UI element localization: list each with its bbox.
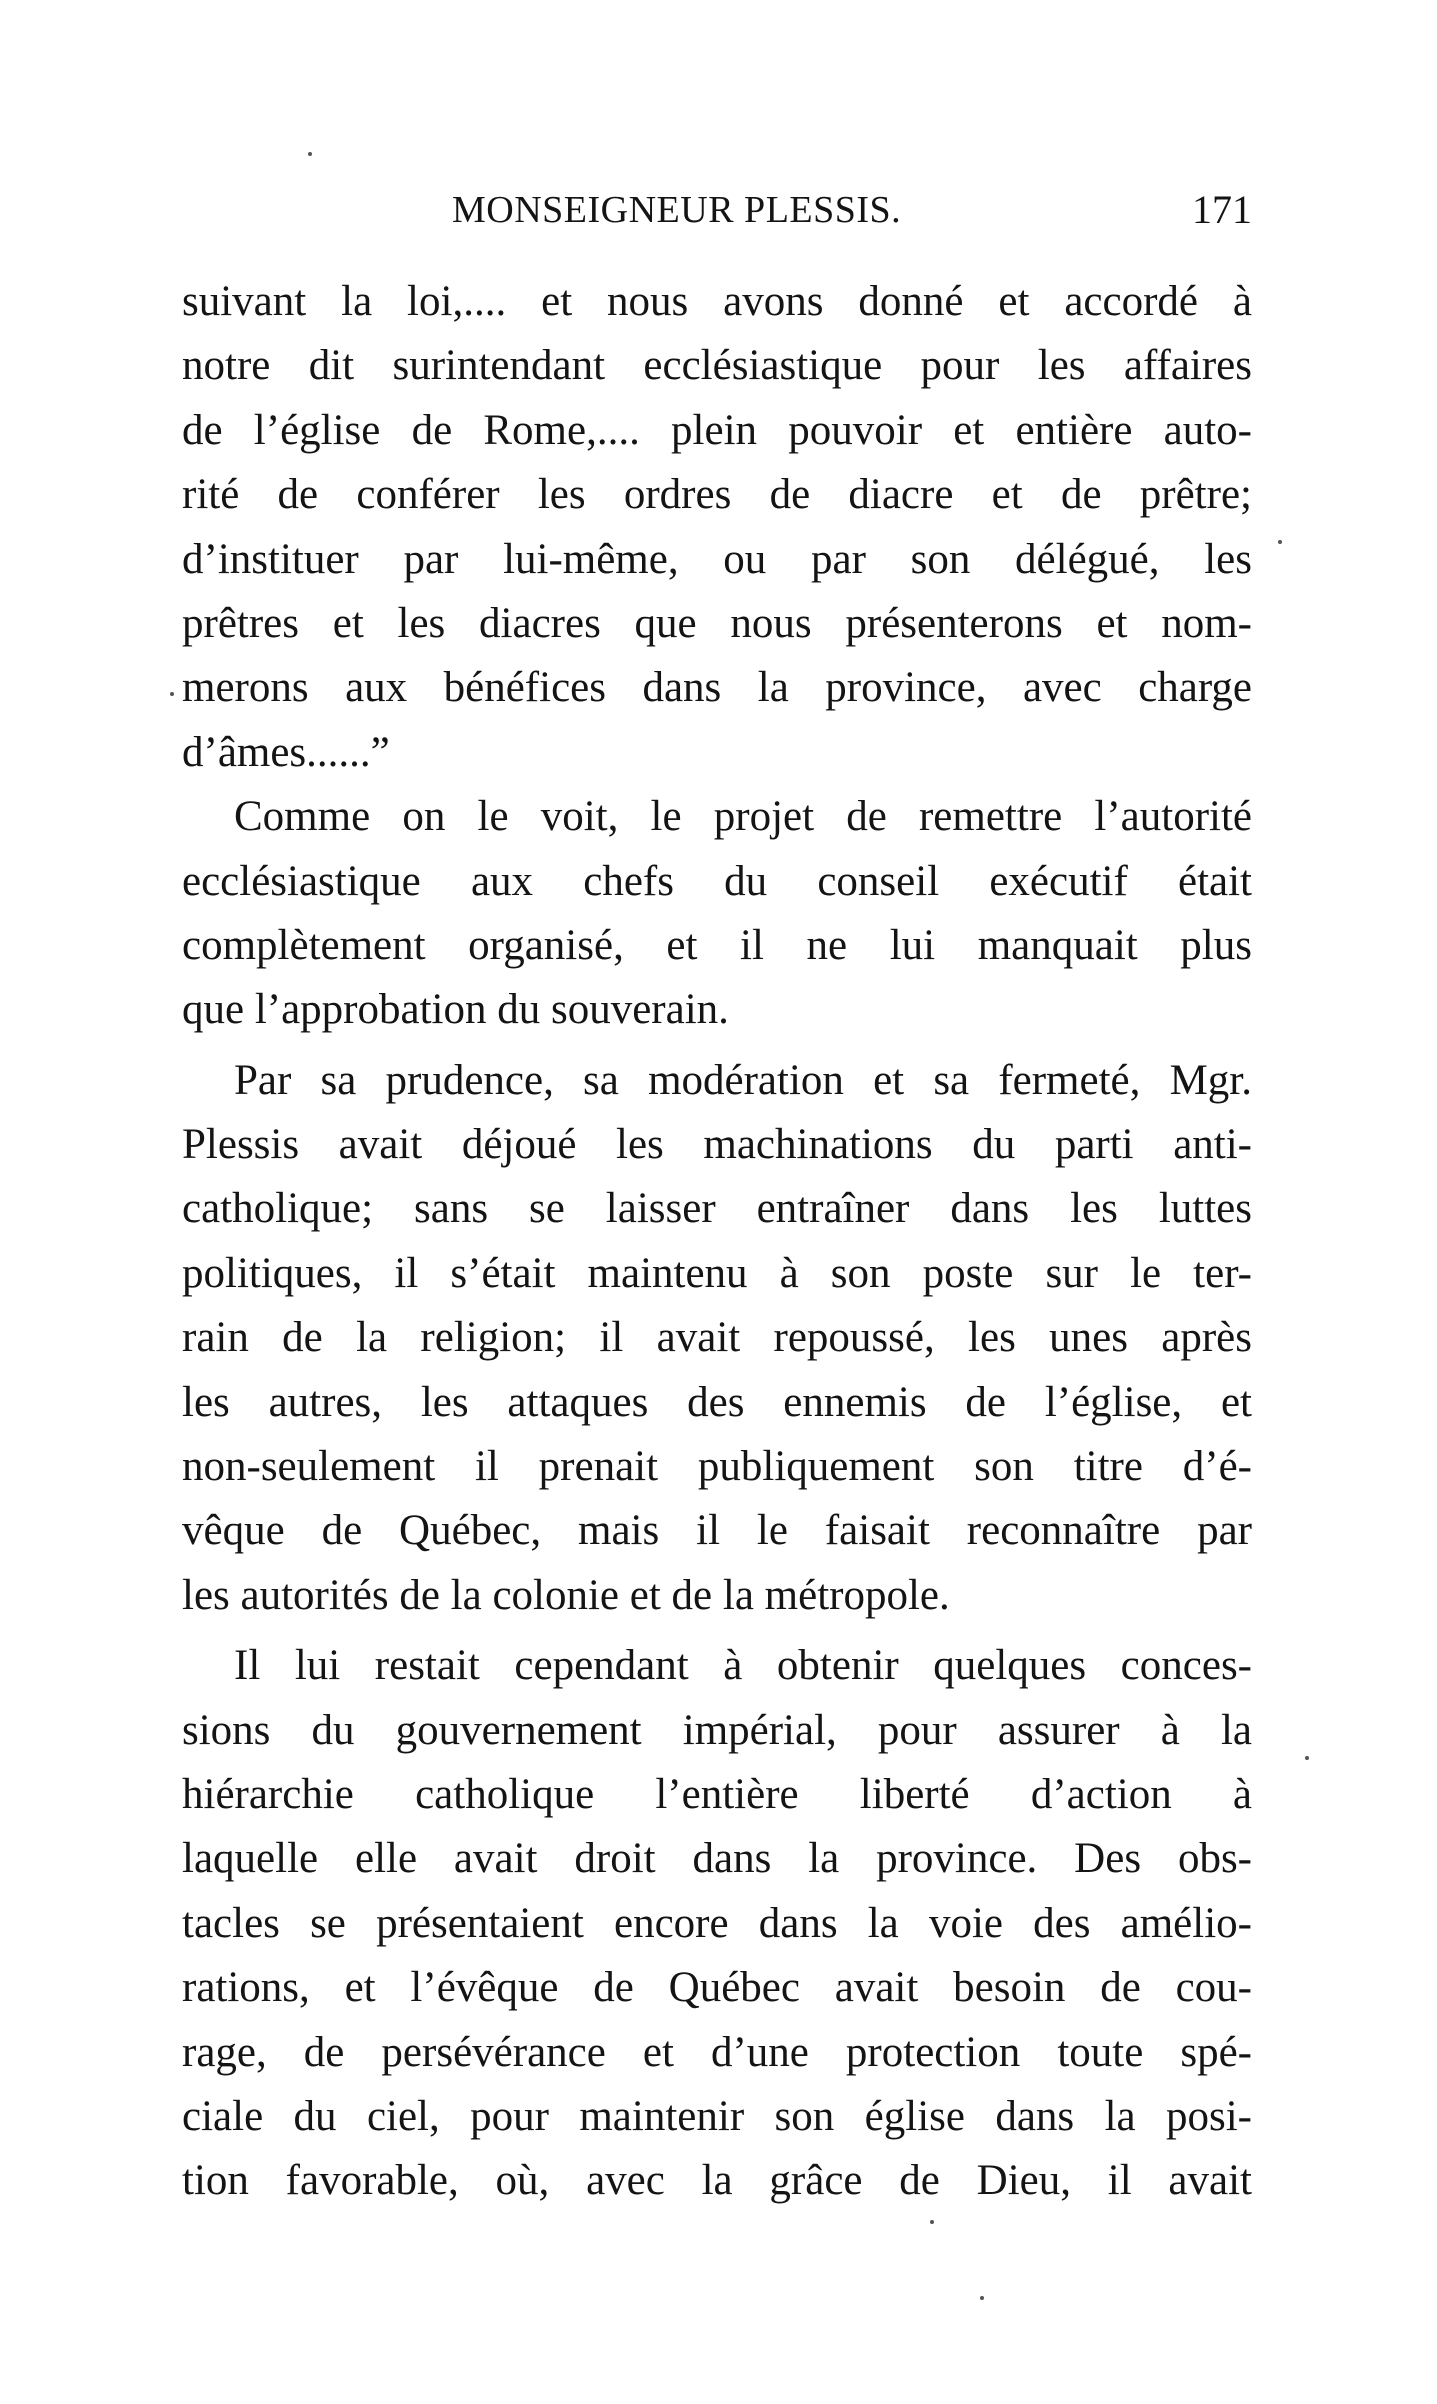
paragraph-concessions [182, 1634, 1252, 2214]
paragraph-quotation-end [182, 270, 1252, 785]
text-line: Plessis avait déjoué les machinations du parti anti- [182, 1121, 1252, 1169]
text-line: les autres, les attaques des ennemis de l’église, et [182, 1378, 1252, 1426]
scan-speck [308, 152, 312, 156]
text-line: tion favorable, où, avec la grâce de Dieu, il avait [182, 2157, 1252, 2205]
text-line: rage, de persévérance et d’une protection toute spé- [182, 2028, 1252, 2076]
body-text [182, 270, 1252, 2214]
running-title: MONSEIGNEUR PLESSIS. [452, 189, 902, 231]
paragraph-prudence [182, 1049, 1252, 1629]
text-line: que l’approbation du souverain. [182, 986, 729, 1034]
text-line: politiques, il s’était maintenu à son poste sur le ter- [182, 1249, 1252, 1297]
text-line: sions du gouvernement impérial, pour assurer à la [182, 1706, 1252, 1754]
text-line: ecclésiastique aux chefs du conseil exécutif était [182, 857, 1252, 905]
text-line: hiérarchie catholique l’entière liberté d’action à [182, 1770, 1252, 1818]
text-line: rations, et l’évêque de Québec avait besoin de cou- [182, 1964, 1252, 2012]
text-line: Par sa prudence, sa modération et sa fermeté, Mgr. [234, 1056, 1252, 1104]
text-line: vêque de Québec, mais il le faisait reconnaître par [182, 1507, 1252, 1555]
text-line: notre dit surintendant ecclésiastique pour les affaires [182, 342, 1252, 390]
text-line: suivant la loi,.... et nous avons donné et accordé à [182, 278, 1252, 325]
scan-speck [930, 2220, 934, 2224]
text-line: rain de la religion; il avait repoussé, les unes après [182, 1314, 1252, 1362]
text-line: Comme on le voit, le projet de remettre l’autorité [234, 793, 1252, 841]
text-line: tacles se présentaient encore dans la voie des amélio- [182, 1899, 1252, 1947]
text-line: de l’église de Rome,.... plein pouvoir et entière auto- [182, 406, 1252, 454]
scan-speck [1305, 1756, 1309, 1760]
text-line: catholique; sans se laisser entraîner dans les luttes [182, 1185, 1252, 1233]
page-header [182, 180, 1252, 240]
text-line: d’âmes......” [182, 728, 390, 776]
text-line: merons aux bénéfices dans la province, avec charge [182, 664, 1252, 712]
text-line: les autorités de la colonie et de la métropole. [182, 1571, 950, 1619]
page-number: 171 [1192, 187, 1252, 232]
scan-speck [980, 2296, 984, 2300]
text-line: rité de conférer les ordres de diacre et de prêtre; [182, 471, 1252, 519]
text-line: Il lui restait cependant à obtenir quelques conces- [234, 1642, 1252, 1690]
text-line: laquelle elle avait droit dans la province. Des obs- [182, 1835, 1252, 1883]
text-line: ciale du ciel, pour maintenir son église dans la posi- [182, 2092, 1252, 2140]
paragraph-projet [182, 785, 1252, 1043]
scan-speck [1278, 540, 1282, 544]
text-line: d’instituer par lui-même, ou par son délégué, les [182, 535, 1252, 583]
text-line: complètement organisé, et il ne lui manquait plus [182, 921, 1252, 969]
text-line: prêtres et les diacres que nous présenterons et nom- [182, 599, 1252, 647]
scan-speck [170, 692, 174, 696]
text-line: non-seulement il prenait publiquement son titre d’é- [182, 1443, 1252, 1491]
